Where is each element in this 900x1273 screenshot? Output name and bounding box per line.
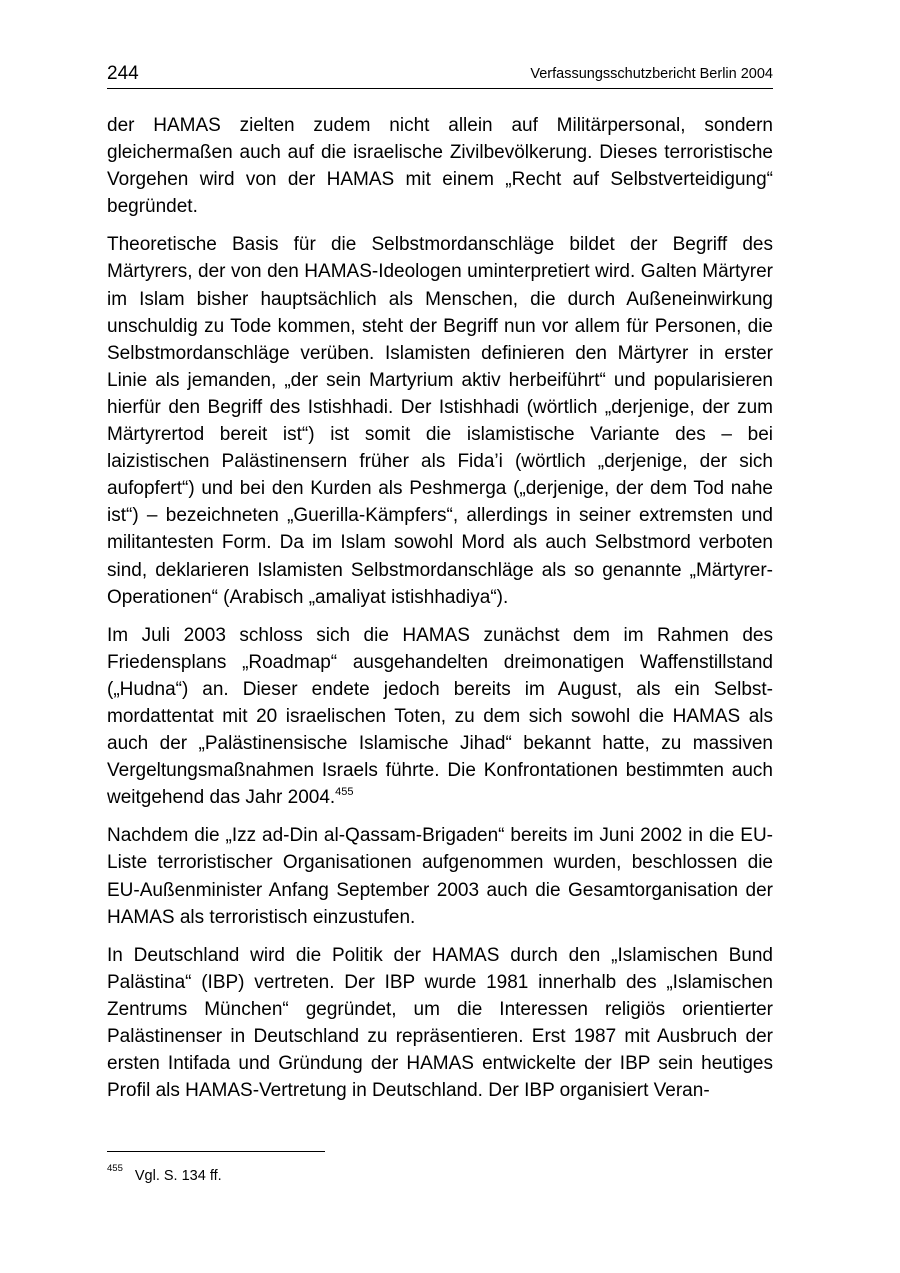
body-text xyxy=(107,112,773,1115)
paragraph-text: Nachdem die „Izz ad-Din al-Qassam-Brigaden“ bereits im Juni 2002 in die EU-Liste terroristischer Organisationen aufgenommen wurden, beschlossen die EU-Außenminister Anfang September 2003 auch die Gesamtorganisation der HAMAS als terroristisch einzustufen. xyxy=(107,825,773,928)
footnote-reference[interactable]: 455 xyxy=(335,785,354,798)
page-number: 244 xyxy=(107,63,139,84)
paragraph-text: In Deutschland wird die Politik der HAMAS durch den „Islamischen Bund Palästina“ (IBP) vertreten. Der IBP wurde 1981 innerhalb des „Islamischen Zentrums München“ gegründet, um die Interessen religiös orientierter Palästinenser in Deutschland zu repräsentieren. Erst 1987 mit Ausbruch der ersten Intifada und Gründung der HAMAS entwickelte der IBP sein heutiges Profil als HAMAS-Vertretung in Deutschland. Der IBP organisiert Veran- xyxy=(107,944,773,1102)
paragraph xyxy=(107,112,773,220)
footnote-number: 455 xyxy=(107,1163,123,1174)
paragraph-text: der HAMAS zielten zudem nicht allein auf Militärpersonal, sondern gleichermaßen auch auf die israelische Zivilbevölkerung. Dieses terroristische Vorgehen wird von der HAMAS mit einem „Recht auf Selbstverteidigung“ begründet. xyxy=(107,115,773,218)
page-header xyxy=(107,60,773,89)
paragraph xyxy=(107,231,773,610)
footnote-separator xyxy=(107,1151,325,1152)
running-title: Verfassungsschutzbericht Berlin 2004 xyxy=(530,66,773,82)
paragraph-text: Theoretische Basis für die Selbstmordanschläge bildet der Begriff des Märtyrers, der von den HAMAS-Ideologen uminterpretiert wird. Galten Märtyrer im Islam bisher hauptsächlich als Menschen, die durch Außeneinwirkung unschuldig zu Tode kommen, steht der Begriff nun vor allem für Personen, die Selbstmordanschläge verüben. Islamisten definieren den Märtyrer in erster Linie als jemanden, „der sein Martyrium aktiv herbeiführt“ und popularisieren hierfür den Begriff des Istishhadi. Der Istishhadi (wörtlich „derjenige, der zum Märtyrertod bereit ist“) ist somit die islamistische Variante des – bei laizistischen Palästinensern früher als Fida’i (wörtlich „derjenige, der sich aufopfert“) und bei den Kurden als Peshmerga („derjenige, der dem Tod nahe ist“) – bezeichneten „Guerilla-Kämpfers“, allerdings in seiner extremsten und militantesten Form. Da im Islam sowohl Mord als auch Selbstmord verboten sind, deklarieren Islamisten Selbstmordanschläge als so genannte „Märtyrer-Operationen“ (Arabisch „amaliyat istishhadiya“). xyxy=(107,234,773,608)
paragraph xyxy=(107,622,773,812)
paragraph xyxy=(107,822,773,930)
footnote xyxy=(107,1163,222,1184)
paragraph xyxy=(107,942,773,1105)
paragraph-text: Im Juli 2003 schloss sich die HAMAS zunächst dem im Rahmen des Friedensplans „Roadmap“ ausgehandelten dreimonatigen Waffenstillstand („Hudna“) an. Dieser endete jedoch bereits im August, als ein Selbstmordattentat mit 20 israelischen Toten, zu dem sich sowohl die HAMAS als auch der „Palästinensische Islamische Jihad“ bekannt hatte, zu massiven Vergeltungsmaßnahmen Israels führte. Die Konfrontationen bestimmten auch weitgehend das Jahr 2004. xyxy=(107,624,773,809)
footnote-text: Vgl. S. 134 ff. xyxy=(134,1167,222,1184)
